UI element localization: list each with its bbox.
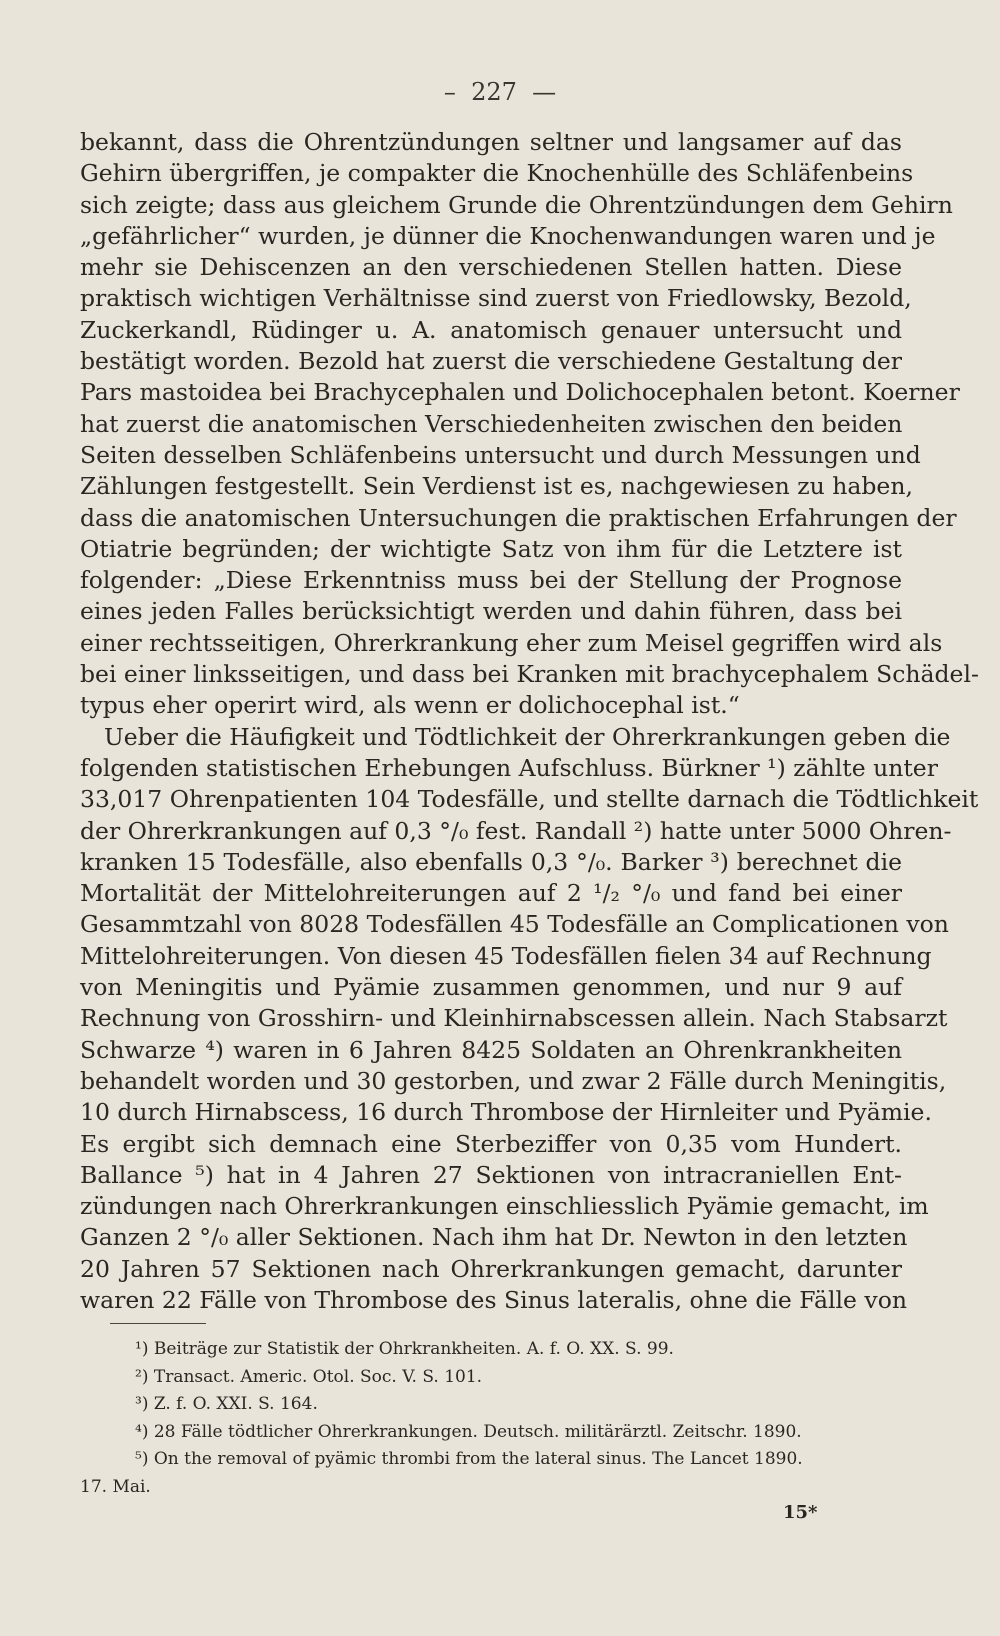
text-line: 10 durch Hirnabscess, 16 durch Thrombose der Hirnleiter und Pyämie. — [80, 1098, 932, 1127]
text-line: einer rechtsseitigen, Ohrerkrankung eher zum Meisel gegriffen wird als — [80, 628, 943, 657]
text-line: Gesammtzahl von 8028 Todesfällen 45 Todesfälle an Complicationen von — [80, 910, 949, 939]
text-line: 20 Jahren 57 Sektionen nach Ohrerkrankungen gemacht, darunter — [80, 1254, 902, 1283]
text-line: Seiten desselben Schläfenbeins untersucht und durch Messungen und — [80, 440, 921, 469]
text-line: Otiatrie begründen; der wichtigte Satz von ihm für die Letztere ist — [80, 534, 902, 563]
text-line: typus eher operirt wird, als wenn er dolichocephal ist.“ — [80, 691, 740, 720]
text-line: von Meningitis und Pyämie zusammen genommen, und nur 9 auf — [80, 973, 902, 1002]
body-text — [80, 127, 979, 1316]
text-line: 33,017 Ohrenpatienten 104 Todesfälle, und stellte darnach die Tödtlichkeit — [80, 785, 979, 814]
text-line: Zuckerkandl, Rüdinger u. A. anatomisch genauer untersucht und — [80, 315, 902, 344]
text-line: dass die anatomischen Untersuchungen die praktischen Erfahrungen der — [80, 503, 957, 532]
footnotes — [80, 1336, 902, 1501]
text-line: Rechnung von Grosshirn- und Kleinhirnabscessen allein. Nach Stabsarzt — [80, 1004, 948, 1033]
text-line: Pars mastoidea bei Brachycephalen und Dolichocephalen betont. Koerner — [80, 378, 960, 407]
header-dash-right: — — [516, 78, 557, 106]
text-line: Schwarze ⁴) waren in 6 Jahren 8425 Soldaten an Ohrenkrankheiten — [80, 1035, 902, 1064]
page-number: 227 — [471, 78, 517, 106]
text-line: Ballance ⁵) hat in 4 Jahren 27 Sektionen von intracraniellen Ent- — [80, 1160, 902, 1189]
text-line: Mortalität der Mittelohreiterungen auf 2 ¹/₂ °/₀ und fand bei einer — [80, 879, 902, 908]
text-line: Zählungen festgestellt. Sein Verdienst ist es, nachgewiesen zu haben, — [80, 472, 913, 501]
text-line: eines jeden Falles berücksichtigt werden und dahin führen, dass bei — [80, 597, 902, 626]
text-line: waren 22 Fälle von Thrombose des Sinus lateralis, ohne die Fälle von — [80, 1285, 907, 1314]
text-line: mehr sie Dehiscenzen an den verschiedenen Stellen hatten. Diese — [80, 253, 902, 282]
text-line: sich zeigte; dass aus gleichem Grunde die Ohrentzündungen dem Gehirn — [80, 190, 953, 219]
text-line: zündungen nach Ohrerkrankungen einschliesslich Pyämie gemacht, im — [80, 1192, 929, 1221]
text-line: „gefährlicher“ wurden, je dünner die Knochenwandungen waren und je — [80, 221, 936, 250]
page-header — [0, 78, 1000, 106]
footnote: ⁴) 28 Fälle tödtlicher Ohrerkrankungen. Deutsch. militärärztl. Zeitschr. 1890. — [135, 1421, 802, 1442]
text-line: folgender: „Diese Erkenntniss muss bei der Stellung der Prognose — [80, 566, 902, 595]
footnote-separator — [110, 1323, 206, 1324]
text-line: folgenden statistischen Erhebungen Aufschluss. Bürkner ¹) zählte unter — [80, 753, 938, 782]
footnote: ²) Transact. Americ. Otol. Soc. V. S. 101. — [135, 1366, 483, 1387]
footnote: 17. Mai. — [80, 1476, 151, 1497]
signature-mark: 15* — [783, 1502, 818, 1523]
text-line: bekannt, dass die Ohrentzündungen seltner und langsamer auf das — [80, 128, 902, 156]
text-line: hat zuerst die anatomischen Verschiedenheiten zwischen den beiden — [80, 409, 903, 438]
footnote: ¹) Beiträge zur Statistik der Ohrkrankheiten. A. f. O. XX. S. 99. — [135, 1339, 674, 1359]
text-line: Gehirn übergriffen, je compakter die Knochenhülle des Schläfenbeins — [80, 159, 914, 188]
header-dash-left: – — [443, 78, 472, 106]
text-line: Es ergibt sich demnach eine Sterbeziffer von 0,35 vom Hundert. — [80, 1129, 902, 1158]
text-line: kranken 15 Todesfälle, also ebenfalls 0,3 °/₀. Barker ³) berechnet die — [80, 847, 902, 876]
footnote: ⁵) On the removal of pyämic thrombi from the lateral sinus. The Lancet 1890. — [135, 1449, 803, 1469]
text-line: Mittelohreiterungen. Von diesen 45 Todesfällen fielen 34 auf Rechnung — [80, 941, 932, 970]
text-line: behandelt worden und 30 gestorben, und zwar 2 Fälle durch Meningitis, — [80, 1066, 947, 1095]
text-line: der Ohrerkrankungen auf 0,3 °/₀ fest. Randall ²) hatte unter 5000 Ohren- — [80, 816, 952, 845]
text-line: bei einer linksseitigen, und dass bei Kranken mit brachycephalem Schädel- — [80, 660, 979, 689]
text-line: Ganzen 2 °/₀ aller Sektionen. Nach ihm hat Dr. Newton in den letzten — [80, 1223, 908, 1252]
text-line: Ueber die Häufigkeit und Tödtlichkeit der Ohrerkrankungen geben die — [104, 722, 951, 751]
footnote: ³) Z. f. O. XXI. S. 164. — [135, 1394, 318, 1414]
text-line: praktisch wichtigen Verhältnisse sind zuerst von Friedlowsky, Bezold, — [80, 284, 912, 313]
text-line: bestätigt worden. Bezold hat zuerst die verschiedene Gestaltung der — [80, 347, 902, 376]
